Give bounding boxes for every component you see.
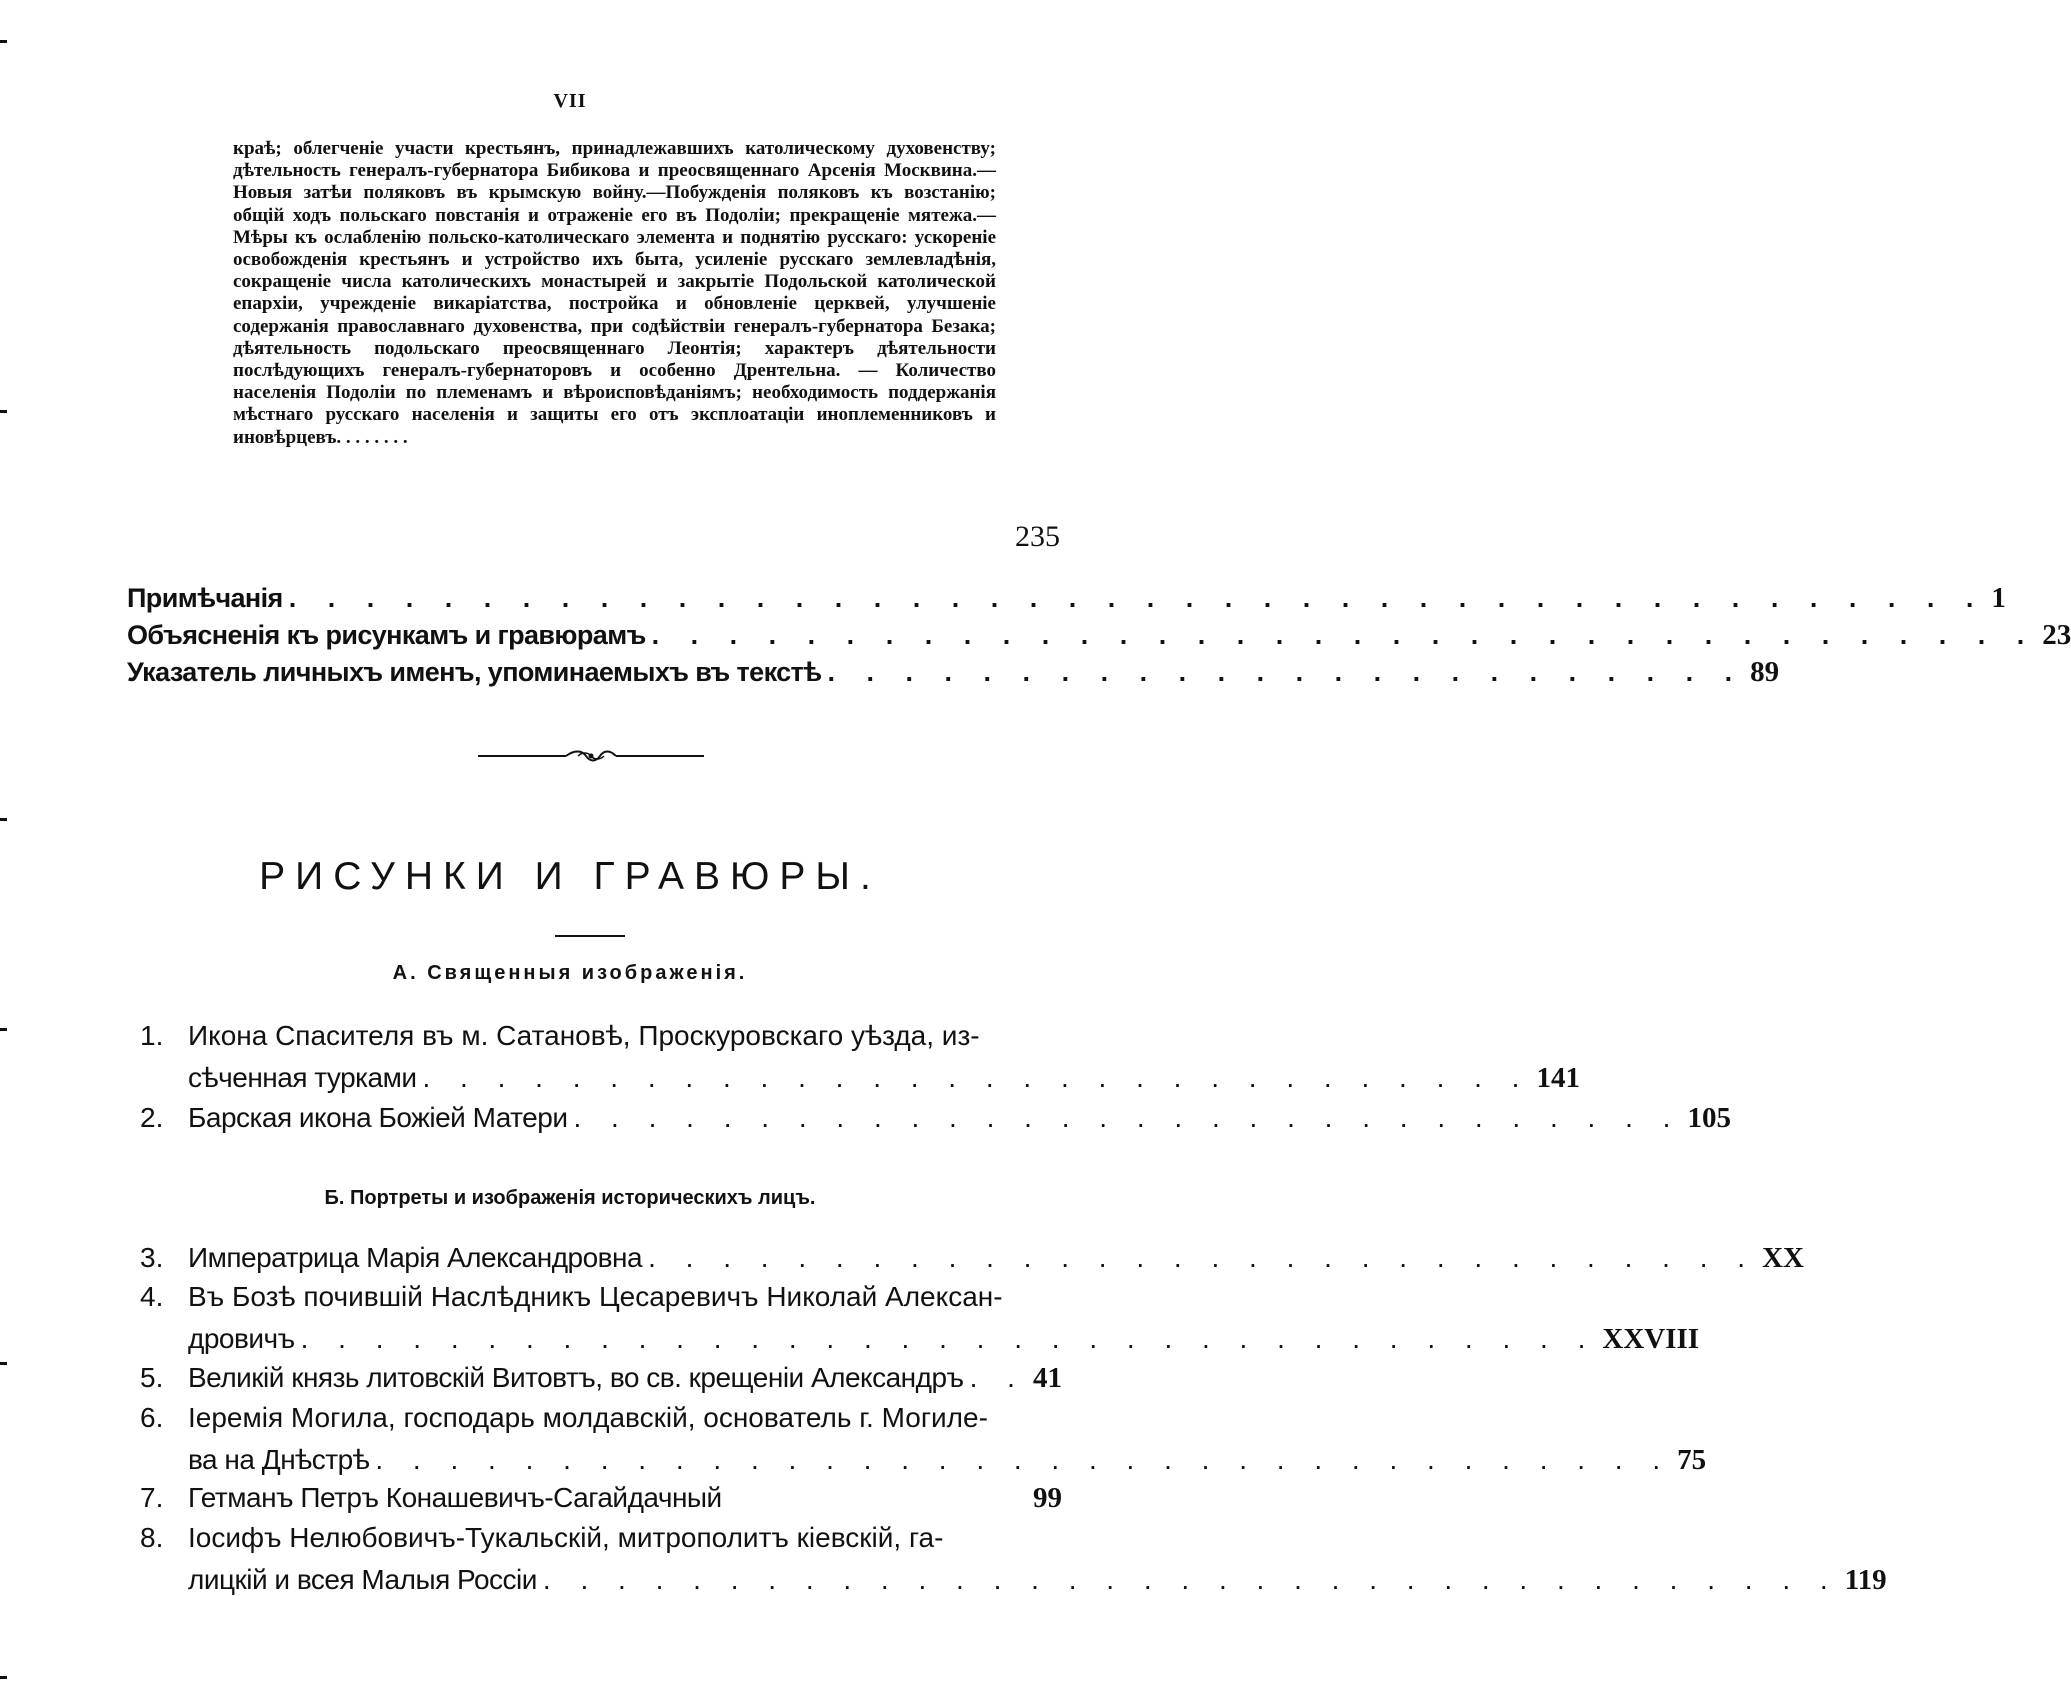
item-line: сѣченная турками [188, 1062, 417, 1093]
item-line: Въ Бозѣ почившій Наслѣдникъ Цесаревичъ Николай Алексан- [188, 1281, 1003, 1312]
item-line: лицкій и всея Малыя Россіи [188, 1564, 537, 1595]
item-page: XXVIII [1602, 1323, 1700, 1355]
margin-mark [0, 1362, 7, 1365]
item-page: 41 [1033, 1362, 1062, 1394]
list-item [140, 1237, 1804, 1279]
ornament-divider-icon [478, 748, 704, 764]
list-item [140, 1276, 1700, 1360]
item-page: 75 [1677, 1444, 1707, 1476]
toc-entry-page: 89 [1750, 656, 1780, 688]
item-number: 8. [140, 1522, 164, 1553]
item-line: Икона Спасителя въ м. Сатановѣ, Проскуровскаго уѣзда, из- [188, 1020, 980, 1051]
item-number: 4. [140, 1281, 164, 1312]
group-b-heading: Б. Портреты и изображенія историческихъ лицъ. [324, 1187, 816, 1209]
list-item [140, 1517, 1887, 1601]
toc-entry-explanations [127, 619, 2071, 652]
toc-entry-label: Примѣчанія [127, 583, 283, 613]
group-a-heading: А. Священныя изображенія. [392, 962, 748, 984]
item-line: Іосифъ Нелюбовичъ-Тукальскій, митрополитъ кіевскій, га- [188, 1522, 944, 1553]
item-page: 119 [1844, 1564, 1887, 1596]
dot-leader: . . . . . . . . . . . . . . . . . . . . . . . . [827, 657, 1745, 687]
list-item [140, 1097, 1731, 1139]
dot-leader: . . . . . . . . . . . . . . . . . . . . . . . . . . . . . . . . . . . [375, 1444, 1672, 1475]
item-line: Великій князь литовскій Витовтъ, во св. крещеніи Александръ [188, 1362, 964, 1393]
dot-leader: . . . . . . . . . . . . . . . . . . . . . . . . . . . . . . [573, 1102, 1682, 1133]
toc-entry-index [127, 656, 1780, 689]
item-number: 2. [140, 1102, 164, 1133]
toc-entry-label: Указатель личныхъ именъ, упоминаемыхъ въ текстѣ [127, 657, 822, 687]
item-number: 6. [140, 1402, 164, 1433]
item-line: ва на Днѣстрѣ [188, 1444, 370, 1475]
list-item [140, 1397, 1707, 1481]
section-title: РИСУНКИ И ГРАВЮРЫ. [259, 855, 881, 898]
margin-mark [0, 1028, 7, 1031]
dot-leader: . . . . . . . . . . . . . . . . . . . . . . . . . . . . . . . . . . . [542, 1564, 1839, 1595]
margin-mark [0, 1676, 7, 1679]
margin-mark [0, 410, 7, 413]
item-number: 1. [140, 1020, 164, 1051]
item-page: 141 [1536, 1062, 1580, 1094]
item-line: Іеремія Могила, господарь молдавскій, основатель г. Могиле- [188, 1402, 988, 1433]
chapter-description-page: 235 [1015, 520, 1060, 553]
list-item [140, 1357, 1062, 1399]
item-number: 3. [140, 1242, 164, 1273]
margin-mark [0, 818, 7, 821]
toc-entry-notes [127, 582, 2006, 615]
item-line: Императрица Марія Александровна [188, 1242, 643, 1273]
dot-leader: . . . . . . . . . . . . . . . . . . . . . . . . . . . . . . [422, 1062, 1531, 1093]
chapter-description: краѣ; облегченіе участи крестьянъ, принадлежавшихъ католическому духовенству; дѣтельность генералъ-губернатора Бибикова и преосвященнаго Арсенія Москвина.—Новыя затѣи поляковъ въ крымскую войну.—Побужденія поляковъ къ возстанію; общій ходъ польскаго повстанія и отраженіе его въ Подоліи; прекращеніе мятежа.—Мѣры къ ослабленію польско-католическаго элемента и поднятію русскаго: ускореніе освобожденія крестьянъ и устройство ихъ быта, усиленіе русскаго землевладѣнія, сокращеніе числа католическихъ монастырей и закрытіе Подольской католической епархіи, учрежденіе викаріатства, постройка и обновленіе церквей, улучшеніе содержанія православнаго духовенства, при содѣйствіи генералъ-губернатора Безака; дѣятельность подольскаго преосвященнаго Леонтія; характеръ дѣятельности послѣдующихъ генералъ-губернаторовъ и особенно Дрентельна. — Количество населенія Подоліи по племенамъ и вѣроисповѣданіямъ; необходимость поддержанія мѣстнаго русскаго населенія и защиты его отъ эксплоатаціи иноплеменниковъ и иновѣрцевъ. . . . . . . . [233, 138, 996, 448]
dot-leader [728, 1477, 1027, 1519]
toc-entry-label: Объясненія къ рисункамъ и гравюрамъ [127, 620, 646, 650]
item-number: 5. [140, 1362, 164, 1393]
dot-leader: . . [969, 1362, 1026, 1393]
page-folio: VII [553, 90, 587, 112]
item-number: 7. [140, 1482, 164, 1513]
dot-leader: . . . . . . . . . . . . . . . . . . . . . . . . . . . . . . . . . . . . . . . . . . . . [288, 583, 1986, 613]
dot-leader: . . . . . . . . . . . . . . . . . . . . . . . . . . . . . . [648, 1242, 1757, 1273]
list-item [140, 1015, 1580, 1099]
toc-entry-page: 23 [2042, 619, 2071, 651]
item-line: Барская икона Божіей Матери [188, 1102, 568, 1133]
item-line: Гетманъ Петръ Конашевичъ-Сагайдачный [188, 1482, 722, 1513]
dot-leader: . . . . . . . . . . . . . . . . . . . . . . . . . . . . . . . . . . . [300, 1323, 1597, 1354]
title-rule [555, 935, 625, 937]
item-page: 99 [1033, 1482, 1062, 1514]
item-page: XX [1762, 1242, 1804, 1274]
list-item [140, 1477, 1062, 1519]
dot-leader: . . . . . . . . . . . . . . . . . . . . . . . . . . . . . . . . . . . . [651, 620, 2037, 650]
item-line: дровичъ [188, 1323, 295, 1354]
margin-mark [0, 40, 7, 43]
item-page: 105 [1687, 1102, 1731, 1134]
toc-entry-page: 1 [1991, 582, 2006, 614]
